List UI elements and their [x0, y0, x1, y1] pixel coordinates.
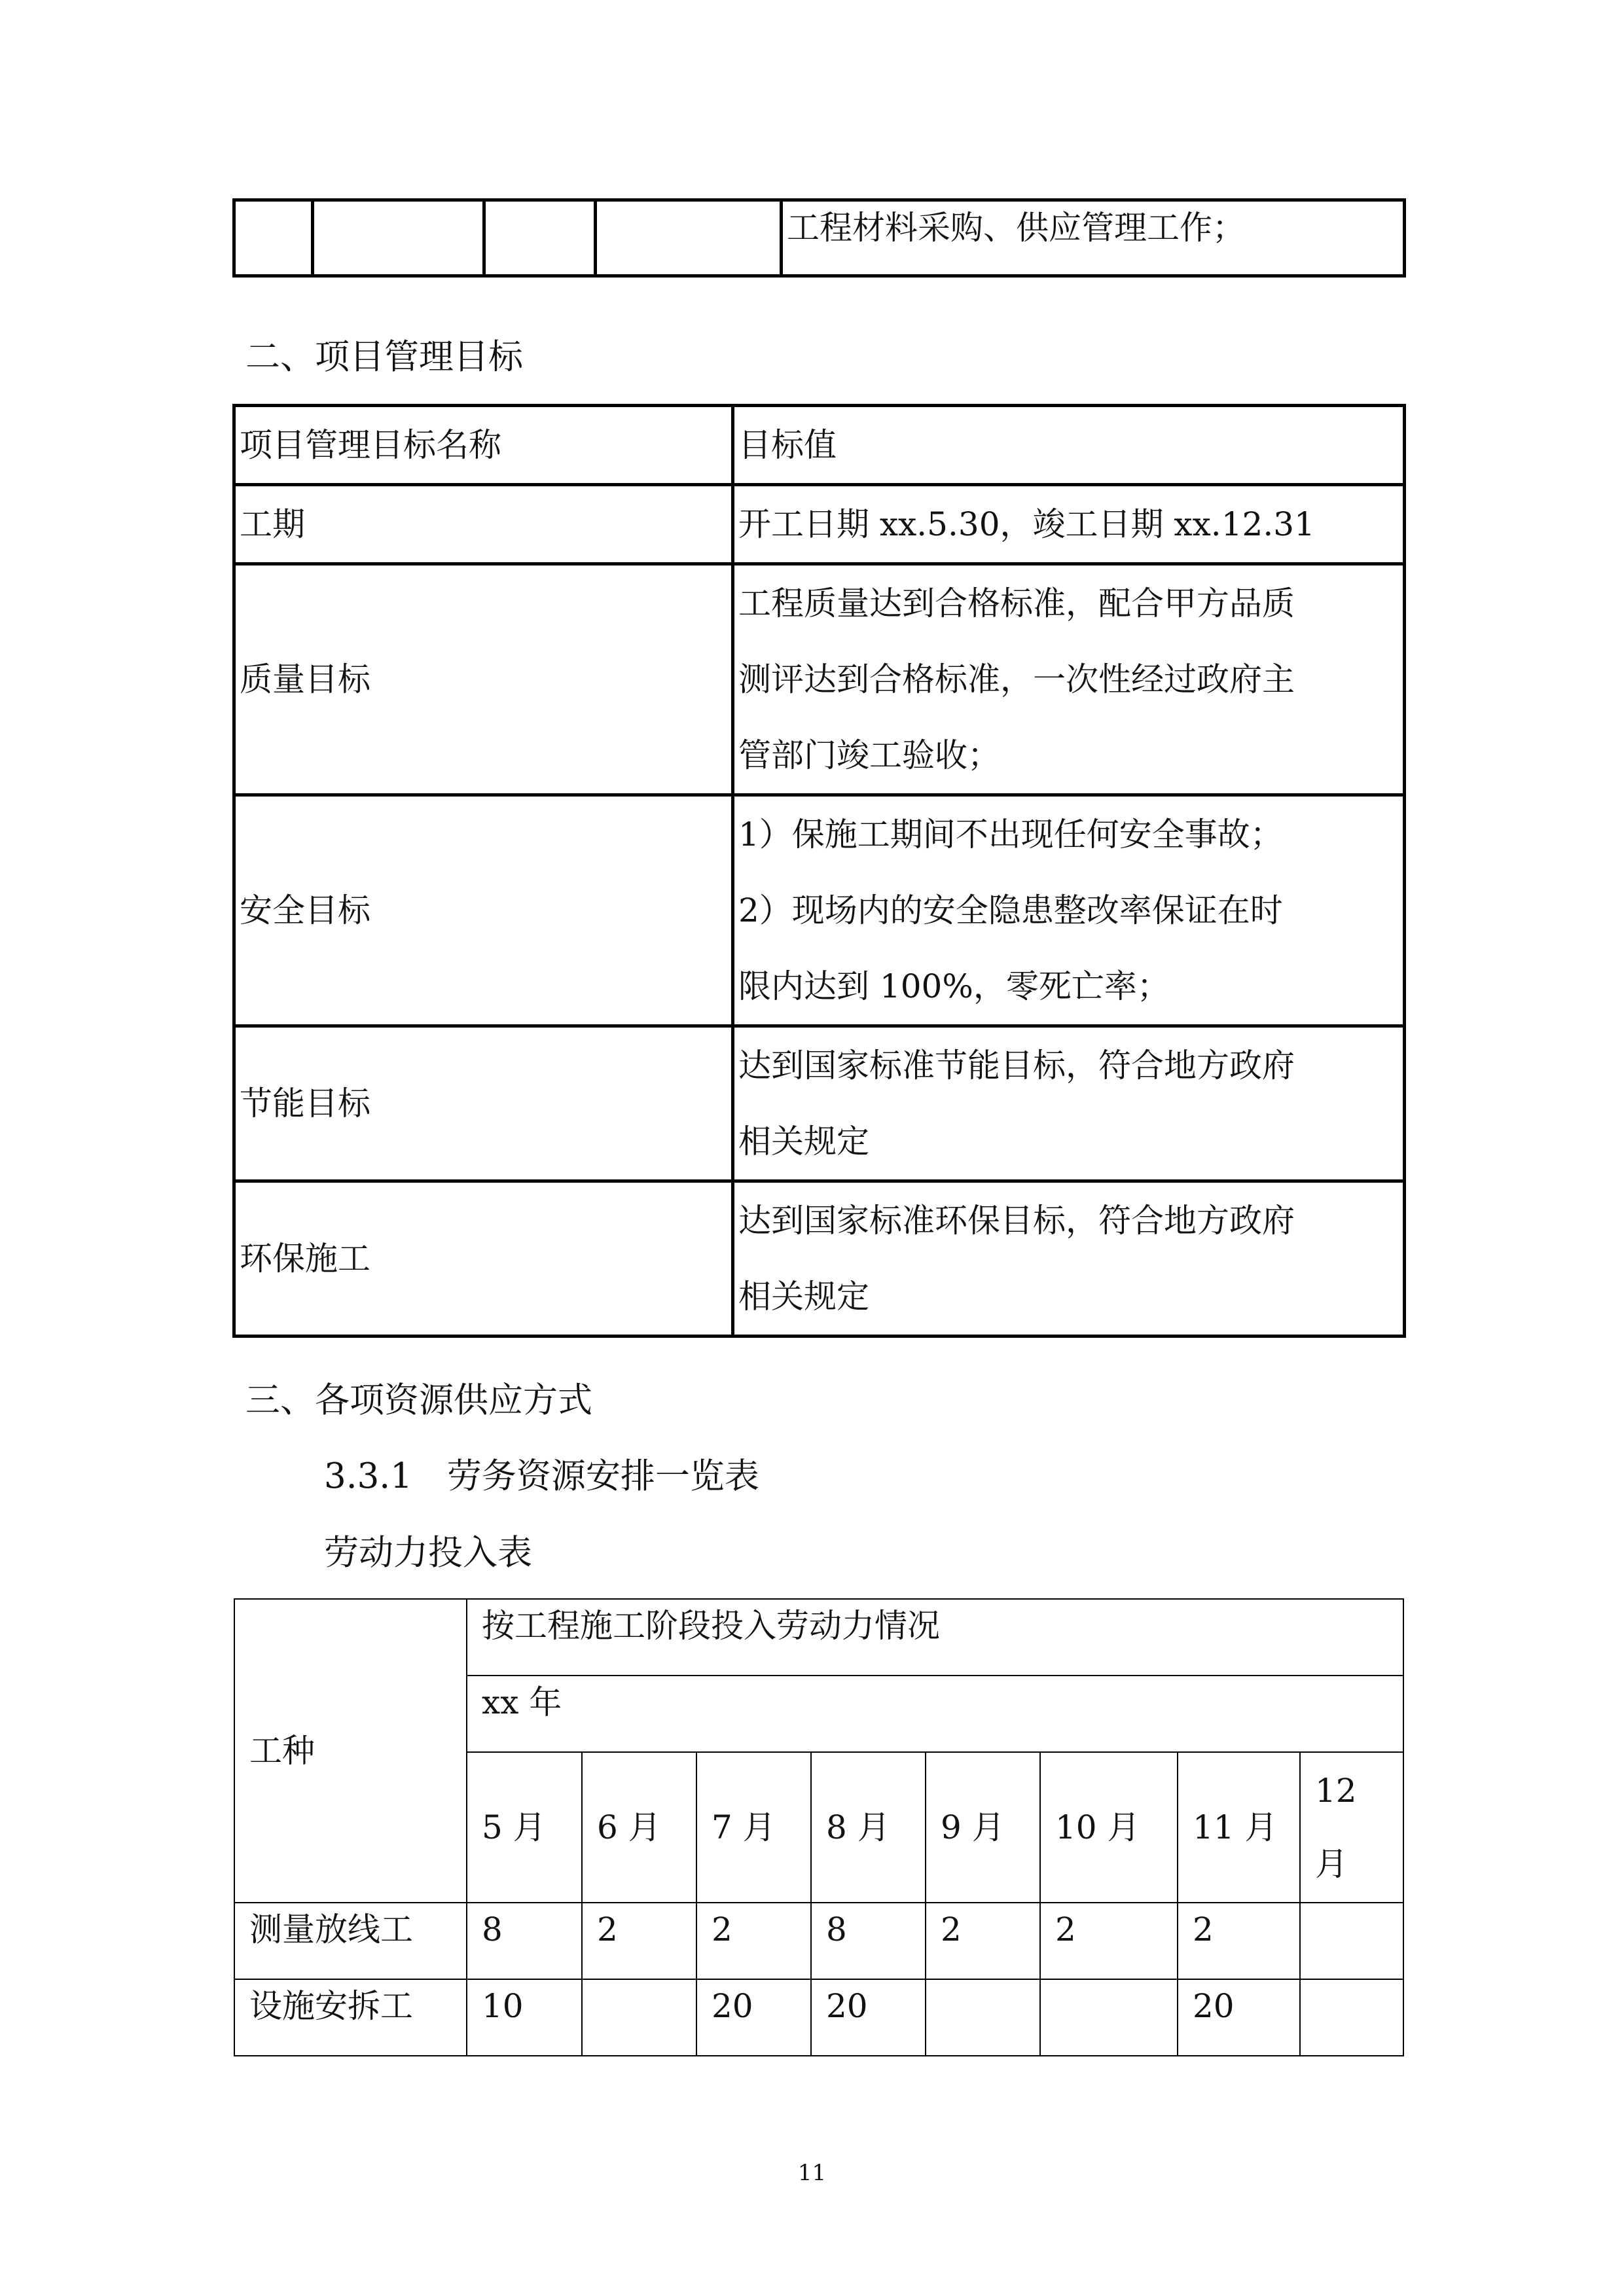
section3-title: 三、各项资源供应方式	[245, 1380, 592, 1420]
goal-line: 1）保施工期间不出现任何安全事故；	[738, 816, 1283, 853]
table-row	[234, 564, 1405, 795]
labor-type: 测量放线工	[234, 1903, 467, 1979]
goal-name: 环保施工	[234, 1181, 733, 1336]
section3-subtitle: 3.3.1 劳务资源安排一览表	[324, 1456, 759, 1496]
goals-table	[232, 404, 1406, 1338]
labor-value: 2	[926, 1903, 1040, 1979]
table-row	[234, 795, 1405, 1026]
table-row	[234, 1903, 1403, 1979]
labor-table-title: 劳动力投入表	[324, 1533, 532, 1573]
empty-cell	[234, 200, 313, 276]
empty-cell	[484, 200, 596, 276]
labor-value: 8	[467, 1903, 582, 1979]
labor-value	[582, 1979, 696, 2056]
goals-header-row	[234, 406, 1405, 485]
labor-value: 10	[467, 1979, 582, 2056]
table-row	[234, 485, 1405, 564]
goal-line: 相关规定	[738, 1122, 869, 1160]
labor-value: 2	[582, 1903, 696, 1979]
continuation-table	[232, 198, 1406, 278]
labor-type-header: 工种	[234, 1599, 467, 1903]
empty-cell	[313, 200, 484, 276]
labor-value: 2	[1040, 1903, 1178, 1979]
labor-value	[1040, 1979, 1178, 2056]
section2-title: 二、项目管理目标	[245, 337, 523, 377]
goal-line: 测评达到合格标准，一次性经过政府主	[738, 660, 1295, 698]
table-row	[234, 1181, 1405, 1336]
table-row	[234, 1026, 1405, 1181]
labor-value	[1300, 1979, 1403, 2056]
labor-table	[234, 1598, 1404, 2056]
labor-value	[1300, 1903, 1403, 1979]
goal-line: 达到国家标准环保目标，符合地方政府	[738, 1202, 1295, 1240]
labor-value: 8	[811, 1903, 926, 1979]
month-header: 5 月	[467, 1752, 582, 1903]
labor-value: 20	[1178, 1979, 1300, 2056]
goal-line: 限内达到 100%，零死亡率；	[738, 967, 1170, 1005]
labor-year-header: xx 年	[467, 1676, 1403, 1752]
goal-value	[733, 795, 1405, 1026]
page-number: 11	[797, 2160, 827, 2186]
goal-name: 质量目标	[234, 564, 733, 795]
goal-name: 节能目标	[234, 1026, 733, 1181]
month-header: 6 月	[582, 1752, 696, 1903]
month-12-number: 12	[1315, 1772, 1357, 1810]
month-header: 7 月	[696, 1752, 811, 1903]
continuation-text: 工程材料采购、供应管理工作；	[782, 200, 1405, 276]
goal-line: 相关规定	[738, 1278, 869, 1316]
empty-cell	[596, 200, 782, 276]
goal-value	[733, 1181, 1405, 1336]
goal-value	[733, 485, 1405, 564]
labor-value: 20	[811, 1979, 926, 2056]
goal-line: 2）现场内的安全隐患整改率保证在时	[738, 891, 1283, 929]
labor-value: 2	[1178, 1903, 1300, 1979]
goal-name: 安全目标	[234, 795, 733, 1026]
month-header: 9 月	[926, 1752, 1040, 1903]
labor-value: 2	[696, 1903, 811, 1979]
labor-group-header: 按工程施工阶段投入劳动力情况	[467, 1599, 1403, 1676]
table-row	[234, 1979, 1403, 2056]
labor-header-row	[234, 1599, 1403, 1676]
goal-line: 管部门竣工验收；	[738, 736, 1000, 774]
labor-type: 设施安拆工	[234, 1979, 467, 2056]
month-header: 10 月	[1040, 1752, 1178, 1903]
goal-line: 开工日期 xx.5.30，竣工日期 xx.12.31	[738, 505, 1315, 543]
goal-name: 工期	[234, 485, 733, 564]
goals-header-name: 项目管理目标名称	[234, 406, 733, 485]
month-12-unit: 月	[1315, 1845, 1348, 1883]
goal-line: 达到国家标准节能目标，符合地方政府	[738, 1047, 1295, 1085]
month-header: 11 月	[1178, 1752, 1300, 1903]
goal-line: 工程质量达到合格标准，配合甲方品质	[738, 584, 1295, 622]
labor-value: 20	[696, 1979, 811, 2056]
month-header: 8 月	[811, 1752, 926, 1903]
goals-header-value: 目标值	[733, 406, 1405, 485]
month-header-12	[1300, 1752, 1403, 1903]
goal-value	[733, 564, 1405, 795]
goal-value	[733, 1026, 1405, 1181]
labor-value	[926, 1979, 1040, 2056]
